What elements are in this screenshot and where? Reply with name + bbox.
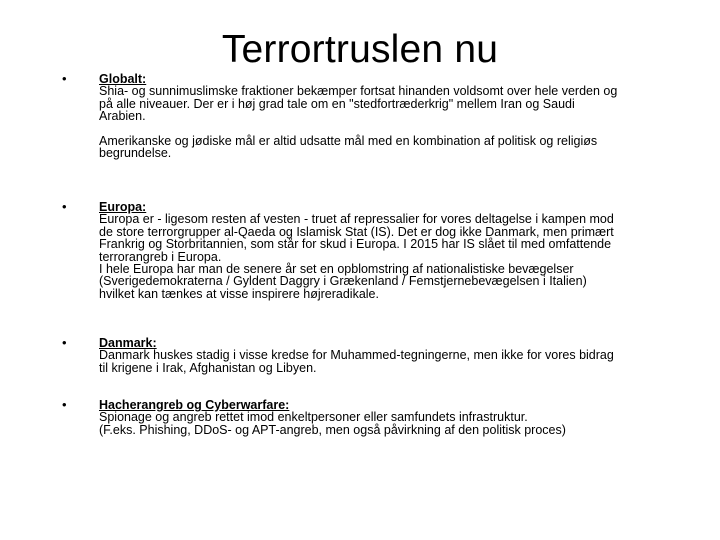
paragraph-gap	[99, 123, 689, 135]
text-line: Arabien.	[99, 109, 146, 124]
text-line: de store terrorgrupper al-Qaeda og Islamisk Stat (IS). Det er dog ikke Danmark, men primært	[99, 224, 614, 239]
text-line: Amerikanske og jødiske mål er altid udsatte mål med en kombination af politisk og religiøs	[99, 133, 598, 148]
text-line: begrundelse.	[99, 146, 172, 161]
bullet-body-cyber	[99, 399, 689, 436]
text-line: Europa er - ligesom resten af vesten - truet af repressalier for vores deltagelse i kampen mod	[99, 212, 614, 227]
text-line: til krigene i Irak, Afghanistan og Libyen.	[99, 360, 317, 375]
text-line: Shia- og sunnimuslimske fraktioner bekæmper fortsat hinanden voldsomt over hele verden og	[99, 84, 618, 99]
text-line: terrorangreb i Europa.	[99, 249, 222, 264]
section-heading-danmark: Danmark:	[99, 336, 157, 350]
bullet-body-europa	[99, 201, 689, 300]
text-line: I hele Europa har man de senere år set en opblomstring af nationalistiske bevægelser	[99, 262, 574, 277]
text-line: (Sverigedemokraterna / Gyldent Daggry i Grækenland / Femstjernebevægelsen i Italien)	[99, 274, 587, 289]
slide-title: Terrortruslen nu	[221, 28, 499, 71]
text-line: Spionage og angreb rettet imod enkeltpersoner eller samfundets infrastruktur.	[99, 410, 528, 425]
bullet-icon: •	[62, 199, 67, 214]
bullet-body-globalt	[99, 73, 689, 159]
text-line: på alle niveauer. Der er i høj grad tale om en "stedfortræderkrig" mellem Iran og Saudi	[99, 96, 575, 111]
section-heading-europa: Europa:	[99, 200, 147, 214]
text-line: Danmark huskes stadig i visse kredse for Muhammed-tegningerne, men ikke for vores bidrag	[99, 348, 614, 363]
bullet-icon: •	[62, 397, 67, 412]
text-line: hvilket kan tænkes at visse inspirere højreradikale.	[99, 286, 379, 301]
bullet-icon: •	[62, 335, 67, 350]
bullet-icon: •	[62, 71, 67, 86]
section-heading-cyber: Hacherangreb og Cyberwarfare:	[99, 398, 290, 412]
section-heading-globalt: Globalt:	[99, 72, 147, 86]
text-line: Frankrig og Storbritannien, som står for skud i Europa. I 2015 har IS slået til med omfattende	[99, 237, 612, 252]
text-line: (F.eks. Phishing, DDoS- og APT-angreb, men også påvirkning af den politisk proces)	[99, 422, 566, 437]
bullet-body-danmark	[99, 337, 689, 374]
